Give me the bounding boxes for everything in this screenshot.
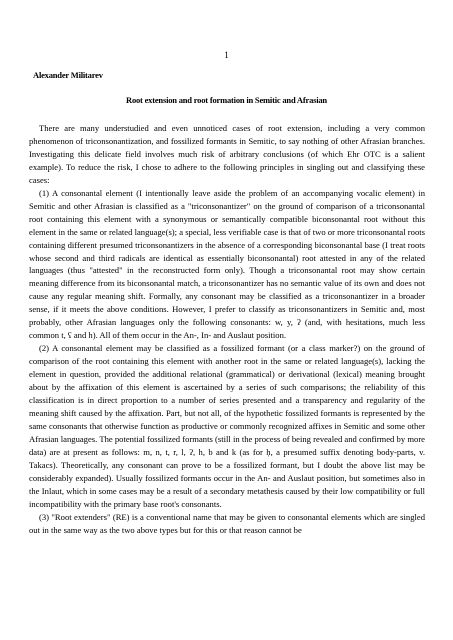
paper-title: Root extension and root formation in Semitic and Afrasian (126, 95, 327, 105)
author-name: Alexander Militarev (33, 70, 103, 80)
page-number: 1 (224, 50, 229, 60)
paragraph-intro: There are many understudied and even unnoticed cases of root extension, including a very common phenomenon of triconsonantization, and fossilized formants in Semitic, to say nothing of other Afrasian branches. Investigating this delicate field involves much risk of arbitrary conclusions (of which Ehr OTC is a salient example). To reduce the risk, I chose to adhere to the following principles in singling out and classifying these cases: (29, 123, 425, 185)
paragraph-triconsonantizer: (1) A consonantal element (I intentionally leave aside the problem of an accompanying vocalic element) in Semitic and other Afrasian is classified as a "triconsonantizer" on the ground of comparison of a triconsonantal root containing this element with a synonymous or semantically compatible biconsonantal root without this element in the same or related language(s); a special, less verifiable case is that of two or more triconsonantal roots containing different presumed triconsonantizers in the absence of a corresponding biconsonantal base (I treat roots whose second and third radicals are identical as essentially biconsonantal) root attested in any of the related languages (thus "attested" in the reconstructed form only). Though a triconsonantal root may show certain meaning difference from its biconsonantal match, a triconsonantizer has no semantic value of its own and does not cause any regular meaning shift. Formally, any consonant may be classified as a triconsonantizer in a broader sense, if it meets the above conditions. However, I prefer to classify as triconsonantizers in Semitic and, most probably, other Afrasian languages only the following consonants: w, y, ʔ (and, with hesitations, much less common t, ʕ and h). All of them occur in the An-, In- and Auslaut position. (29, 187, 425, 341)
paragraph-fossilized-formant: (2) A consonantal element may be classified as a fossilized formant (or a class marker?) on the ground of comparison of the root containing this element with another root in the same or related language(s), lacking the element in question, provided the additional relational (grammatical) or derivational (lexical) meaning brought about by the affixation of this element is ascertained by a series of such comparisons; the reliability of this classification is in direct proportion to a number of series presented and a transparency and regularity of the meaning shift caused by the affixation. Part, but not all, of the hypothetic fossilized formants is represented by the same consonants that otherwise function as productive or commonly recognized affixes in Semitic and some other Afrasian languages. The potential fossilized formants (still in the process of being revealed and confirmed by more data) are at present as follows: m, n, t, r, l, ʔ, h, b and k (as for ḥ, a presumed suffix denoting body-parts, v. Takacs). Theoretically, any consonant can prove to be a fossilized formant, but I doubt the above list may be considerably expanded). Usually fossilized formants occur in the An- and Auslaut position, but sometimes also in the Inlaut, which in some cases may be a result of a secondary metathesis caused by their low compatibility or full incompatibility with the primary base root's consonants. (29, 343, 425, 509)
paragraph-root-extenders: (3) "Root extenders" (RE) is a conventional name that may be given to consonantal elements which are singled out in the same way as the two above types but for this or that reason cannot be (29, 511, 425, 535)
body-text (29, 122, 425, 537)
